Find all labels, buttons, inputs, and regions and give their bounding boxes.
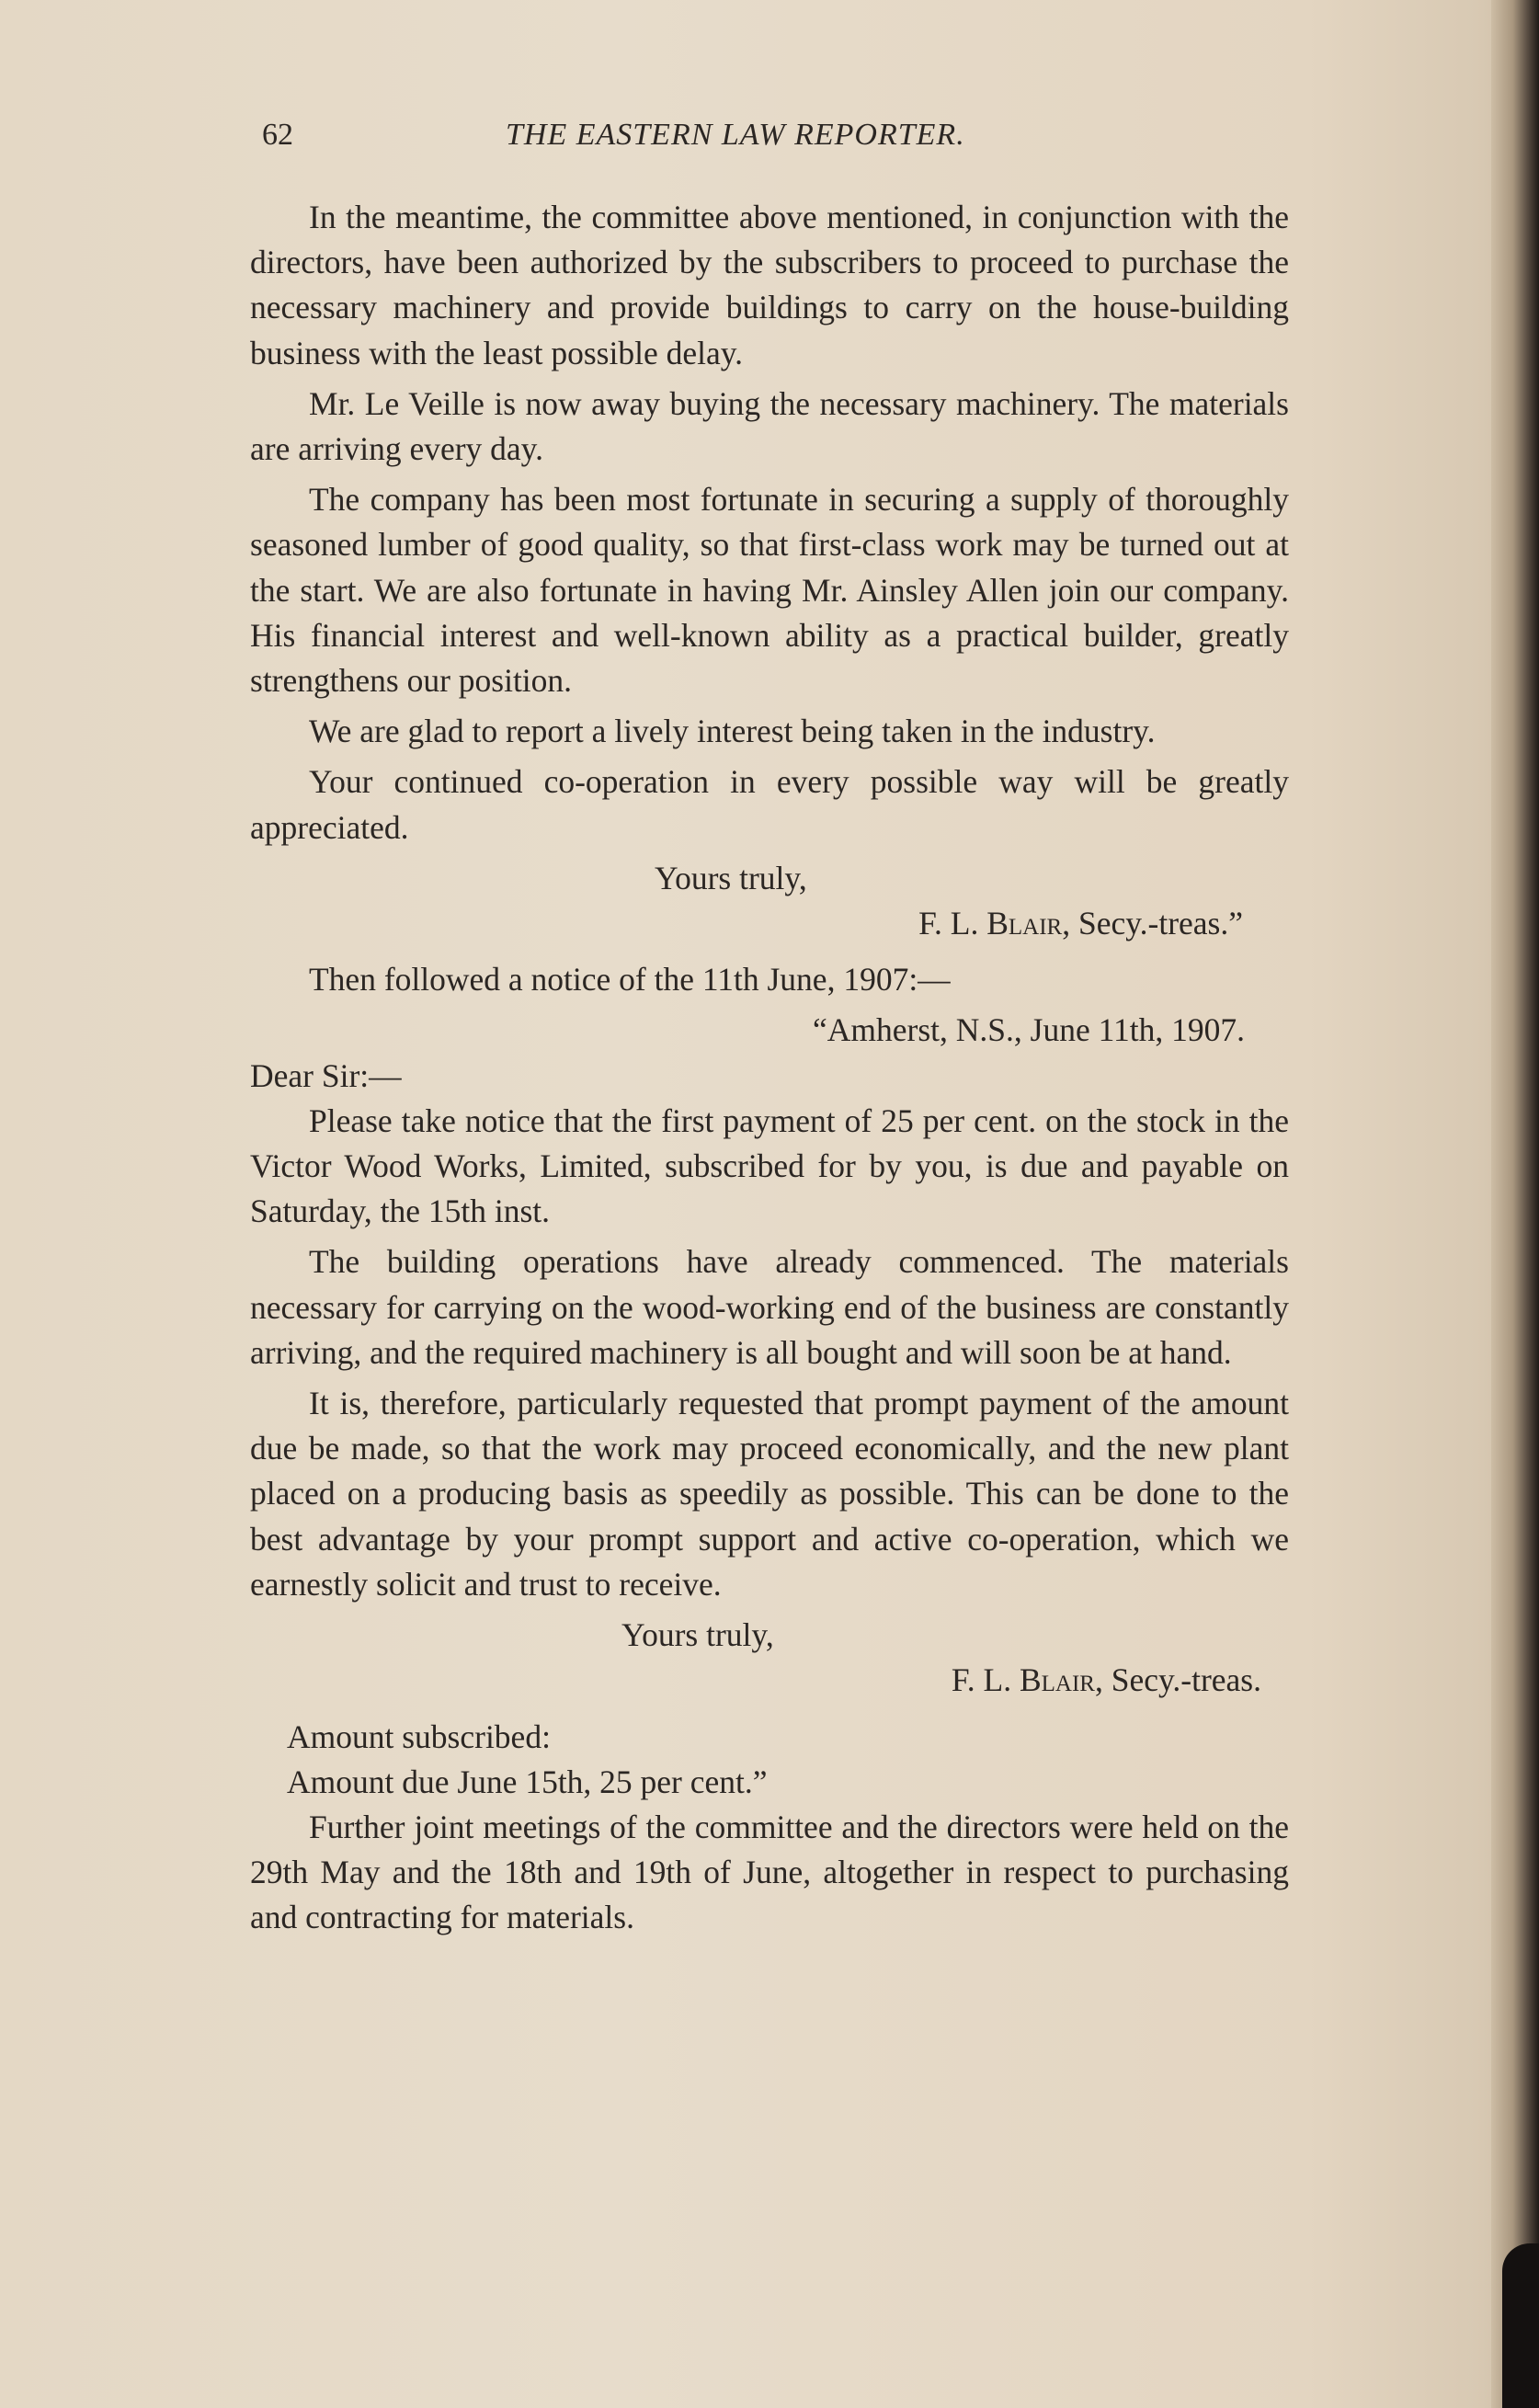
- paragraph-further-meetings: Further joint meetings of the committee and the directors were held on the 29th May and the 18th and 19th of June, altogether in respect to purchasing and contracting for materials.: [250, 1808, 1289, 1936]
- paragraph-notice-intro: Then followed a notice of the 11th June, 1907:—: [309, 961, 951, 999]
- paragraph-lumber-supply: The company has been most fortunate in securing a supply of thoroughly seasoned lumber of good quality, so that first-class work may be turned out at the start. We are also fortunate in having Mr. Ainsley Allen join our company. His financial interest and well-known ability as a practical builder, greatly strengthens our position.: [250, 481, 1289, 700]
- paragraph-le-veille: Mr. Le Veille is now away buying the necessary machinery. The materials are arriving every day.: [250, 384, 1289, 468]
- running-head: THE EASTERN LAW REPORTER.: [506, 118, 965, 152]
- page-body: [250, 195, 1289, 1946]
- page-header: [262, 118, 1053, 164]
- amount-due: Amount due June 15th, 25 per cent.”: [287, 1763, 768, 1800]
- signature-1-name: F. L. Blair,: [918, 905, 1071, 942]
- page-number: 62: [262, 118, 293, 152]
- paragraph-committee-authorized: In the meantime, the committee above mentioned, in conjunction with the directors, have been authorized by the subscribers to proceed to purchase the necessary machinery and provide buildings to carry on the house-building business with the least possible delay.: [250, 199, 1289, 371]
- signature-2: [250, 1658, 1289, 1703]
- signature-2-name: F. L. Blair,: [951, 1661, 1103, 1699]
- paragraph-cooperation: Your continued co-operation in every possible way will be greatly appreciated.: [250, 763, 1289, 846]
- amount-subscribed: Amount subscribed:: [287, 1718, 551, 1755]
- closing-yours-truly-2: Yours truly,: [621, 1616, 774, 1654]
- paragraph-lively-interest: We are glad to report a lively interest being taken in the industry.: [309, 713, 1156, 750]
- salutation: Dear Sir:—: [250, 1056, 402, 1094]
- dateline: “Amherst, N.S., June 11th, 1907.: [812, 1011, 1245, 1049]
- signature-1-title: Secy.-treas.”: [1070, 905, 1243, 942]
- signature-2-title: Secy.-treas.: [1102, 1661, 1261, 1699]
- book-binding-edge: [1502, 2243, 1539, 2408]
- paragraph-prompt-payment: It is, therefore, particularly requested that prompt payment of the amount due be made, so that the work may proceed economically, and the new plant placed on a producing basis as speedily as possible. This can be done to the best advantage by your prompt support and active co-operation, which we earnestly solicit and trust to receive.: [250, 1385, 1289, 1603]
- signature-1: [250, 901, 1289, 946]
- paragraph-building-operations: The building operations have already commenced. The materials necessary for carrying on the wood-working end of the business are constantly arriving, and the required machinery is all bought and will soon be at hand.: [250, 1243, 1289, 1371]
- closing-yours-truly-1: Yours truly,: [655, 859, 807, 896]
- book-spine-shadow: [1491, 0, 1539, 2408]
- paragraph-first-payment: Please take notice that the first payment of 25 per cent. on the stock in the Victor Wood Works, Limited, subscribed for by you, is due and payable on Saturday, the 15th inst.: [250, 1101, 1289, 1230]
